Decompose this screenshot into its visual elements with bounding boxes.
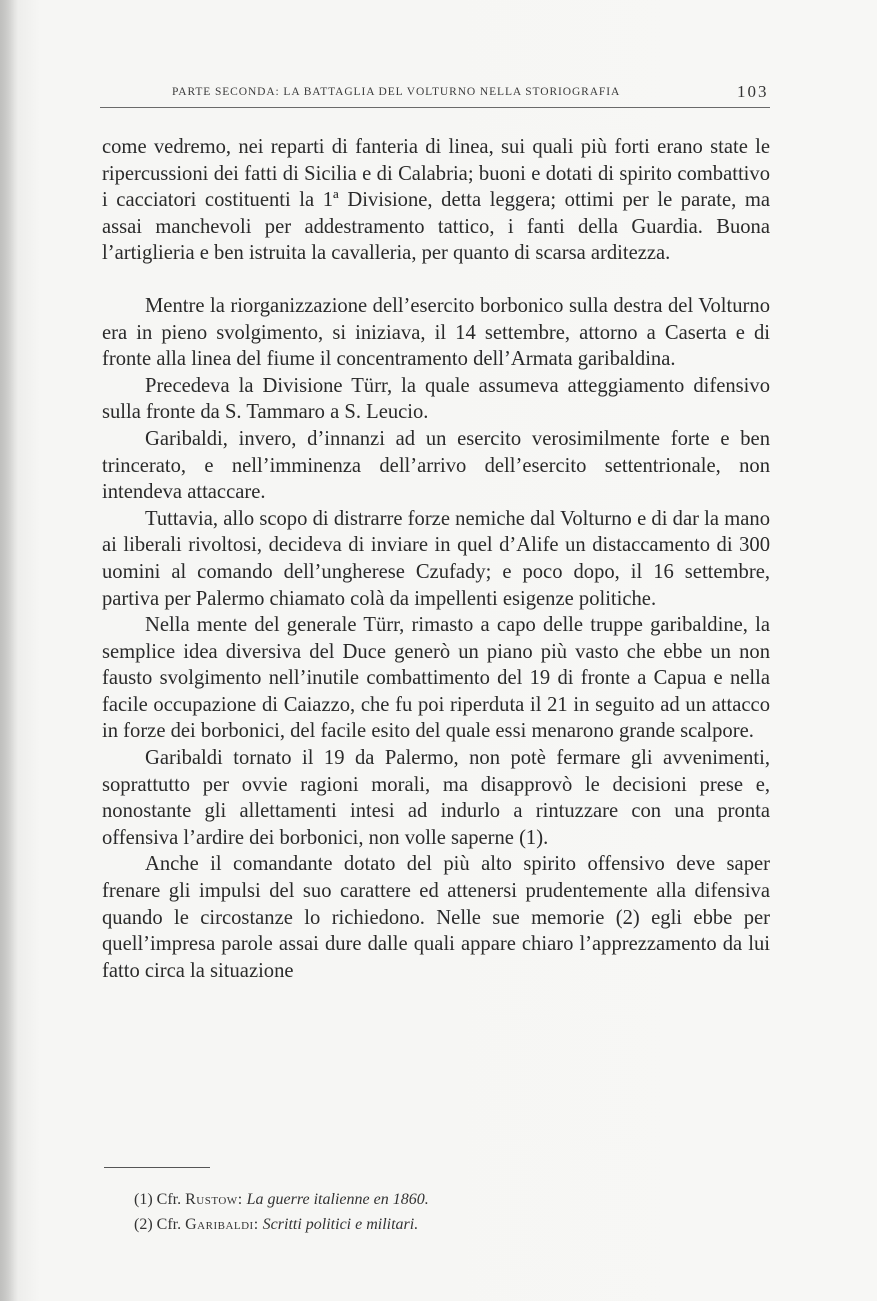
footnote-author: Garibaldi: (185, 1216, 259, 1233)
footnotes (134, 1187, 754, 1237)
gutter-shadow (0, 0, 18, 1301)
paragraph-6: Nella mente del generale Türr, rimasto a capo delle truppe garibaldine, la semplice idea diversiva del Duce generò un piano più vasto che ebbe un non fausto svolgimento nell’inutile combattimento del 19 di fronte a Capua e nella facile occupazione di Caiazzo, che fu poi riperduta il 21 in seguito ad un attacco in forze dei borbonici, del facile esito del quale essi menarono grande scalpore. (102, 614, 770, 743)
footnote-author: Rustow: (185, 1191, 243, 1208)
footnote-1 (134, 1187, 754, 1212)
paragraph-3: Precedeva la Divisione Türr, la quale assumeva atteggiamento difensivo sulla fronte da S. Tammaro a S. Leucio. (102, 374, 770, 424)
running-head: PARTE SECONDA: LA BATTAGLIA DEL VOLTURNO NELLA STORIOGRAFIA (172, 86, 621, 98)
footnote-title: Scritti politici e militari. (262, 1216, 419, 1233)
paragraph-7: Garibaldi tornato il 19 da Palermo, non potè fermare gli avvenimenti, soprattutto per ovvie ragioni morali, ma disapprovò le decisioni prese e, nonostante gli allettamenti intesi ad indurlo a rintuzzare con una pronta offensiva l’ardire dei borbonici, non volle saperne (1). (102, 747, 770, 849)
footnote-2 (134, 1212, 754, 1237)
body-text (102, 134, 770, 984)
paragraph-8: Anche il comandante dotato del più alto spirito offensivo deve saper frenare gli impulsi del suo carattere ed attenersi prudentemente alla difensiva quando le circostanze lo richiedono. Nelle sue memorie (2) egli ebbe per quell’impresa parole assai dure dalle quali appare chiaro l’apprezzamento da lui fatto circa la situazione (102, 853, 770, 982)
page-number: 103 (737, 82, 769, 101)
footnote-title: La guerre italienne en 1860. (246, 1191, 429, 1208)
footnote-marker: (1) Cfr. (134, 1191, 182, 1208)
footnote-rule (104, 1167, 210, 1168)
paragraph-2: Mentre la riorganizzazione dell’esercito borbonico sulla destra del Volturno era in pieno svolgimento, si iniziava, il 14 settembre, attorno a Caserta e di fronte alla linea del fiume il concentramento dell’Armata garibaldina. (102, 294, 770, 371)
paragraph-4: Garibaldi, invero, d’innanzi ad un esercito verosimilmente forte e ben trincerato, e nell’imminenza dell’arrivo dell’esercito settentrionale, non intendeva attaccare. (102, 427, 770, 504)
footnote-marker: (2) Cfr. (134, 1216, 182, 1233)
paragraph-5: Tuttavia, allo scopo di distrarre forze nemiche dal Volturno e di dar la mano ai liberali rivoltosi, decideva di inviare in quel d’Alife un distaccamento di 300 uomini al comando dell’ungherese Czufady; e poco dopo, il 16 settembre, partiva per Palermo chiamato colà da impellenti esigenze politiche. (102, 507, 770, 610)
paragraph-1: come vedremo, nei reparti di fanteria di linea, sui quali più forti erano state le ripercussioni dei fatti di Sicilia e di Calabria; buoni e dotati di spirito combattivo i cacciatori costituenti la 1ª Divisione, detta leggera; ottimi per le parate, ma assai manchevoli per addestramento tattico, i fanti della Guardia. Buona l’artiglieria e ben istruita la cavalleria, per quanto di scarsa arditezza. (102, 136, 770, 265)
header-rule (100, 107, 770, 108)
